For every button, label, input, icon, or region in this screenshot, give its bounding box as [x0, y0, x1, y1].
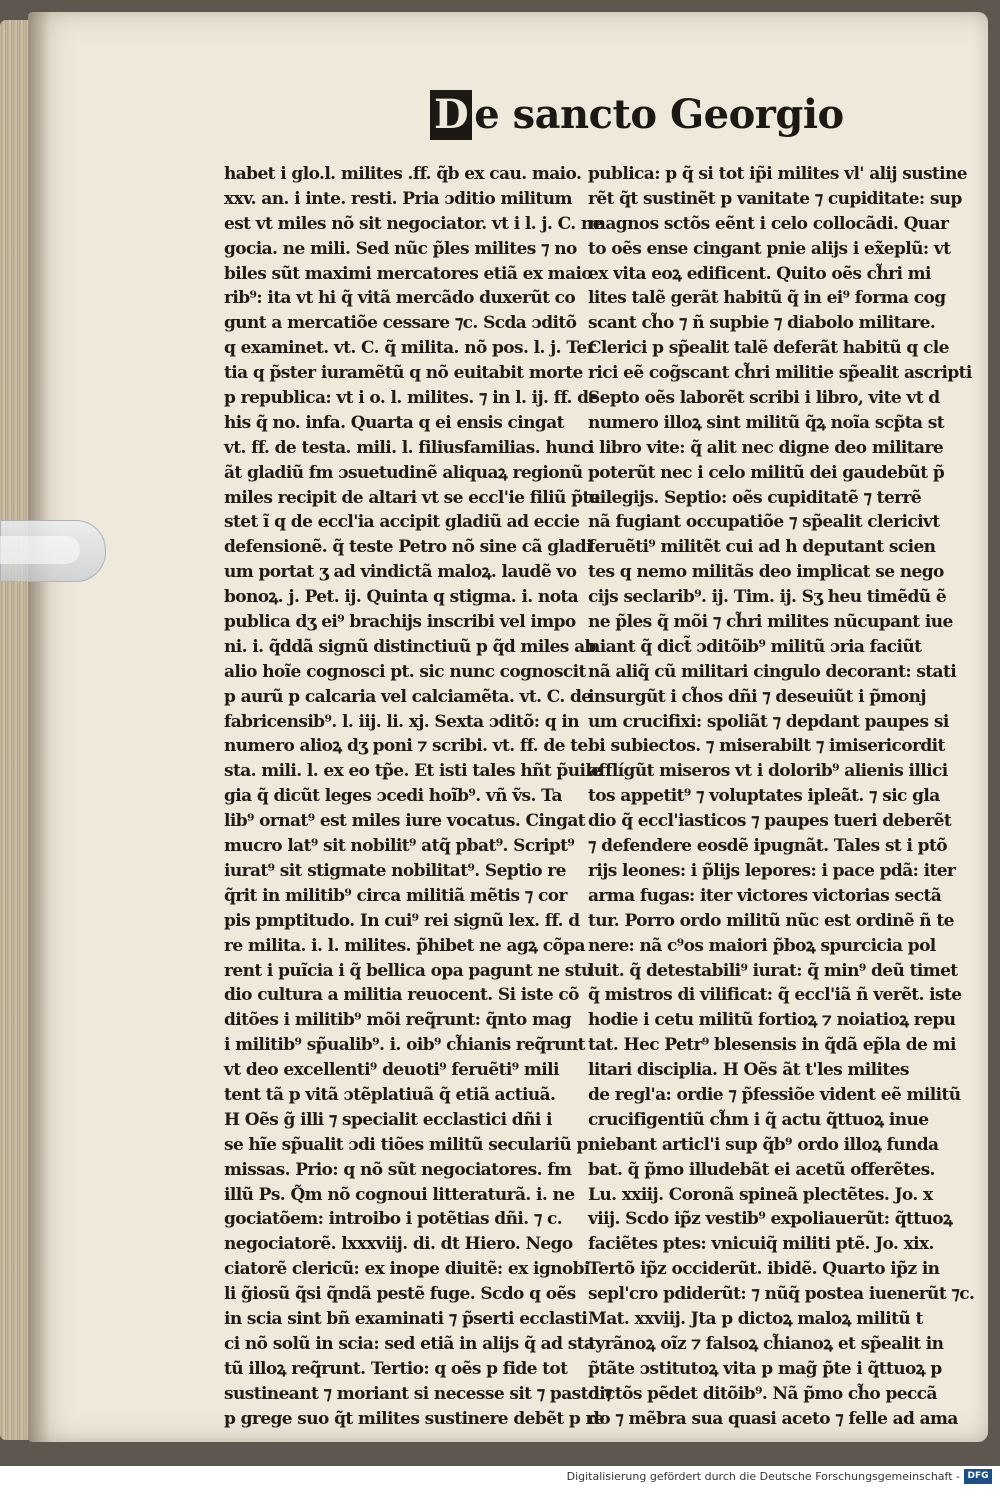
text-line: H Oẽs g̃ illi ⁊ specialit ecclastici dñi i [224, 1109, 552, 1130]
text-line: tat. Hec Petr⁹ blesensis in q̃dã ep̃la de mi [588, 1035, 956, 1056]
text-line: p grege suo q̃t milites sustinere debẽt p re [224, 1408, 605, 1429]
text-line: ⁊ defendere eosdẽ ipugnãt. Tales st i ptõ [588, 836, 947, 857]
text-line: i militib⁹ sp̃ualib⁹. i. oib⁹ ch̃ianis req̃runt [224, 1035, 585, 1056]
text-line: ex vita eoꝝ edificent. Quito oẽs ch̃ri mi [588, 263, 931, 284]
text-line: Lu. xxiij. Coronã spineã plectẽtes. Jo. x [588, 1184, 933, 1205]
text-line: scant ch̃o ⁊ ñ supbie ⁊ diabolo militare. [588, 313, 936, 334]
text-line: stet ĩ q de eccl'ia accipit gladiũ ad eccie [224, 512, 580, 533]
text-line: um portat ʒ ad vindictã maloꝝ. laudẽ vo [224, 562, 577, 583]
text-line: bi subiectos. ⁊ miserabilt ⁊ imisericordit [588, 736, 945, 757]
text-line: crucifigentiũ ch̃m i q̃ actu q̃ttuoꝝ inue [588, 1109, 929, 1130]
text-line: poterũt nec i celo militũ dei gaudebũt p̃ [588, 462, 945, 483]
text-line: q̃ mistros di vilificat: q̃ eccl'iã ñ verẽt. iste [588, 985, 962, 1006]
footer-credit: Digitalisierung gefördert durch die Deutsche Forschungsgemeinschaft - [566, 1470, 960, 1483]
text-line: re milita. i. l. milites. p̃hibet ne agꝝ cõpa [224, 935, 585, 956]
text-line: bonoꝝ. j. Pet. ij. Quinta q stigma. i. nota [224, 587, 579, 608]
text-column-left [224, 162, 612, 1431]
text-line: ne p̃les q̃ mõi ⁊ ch̃ri milites nũcupant iue [588, 612, 953, 633]
text-line: mucro lat⁹ sit nobilit⁹ atq̃ pbat⁹. Script⁹ [224, 836, 575, 857]
text-line: tia q p̃ster iuramẽtũ q nõ euitabit morte [224, 363, 583, 384]
heading-initial-letter: D [430, 90, 472, 140]
text-line: niant q̃ dict̃ ɔditõib⁹ militũ ɔria faciũt [588, 636, 922, 657]
text-line: dictõs pẽdet ditõib⁹. Nã p̃mo ch̃o peccã [588, 1383, 937, 1404]
text-line: tũ illoꝝ req̃runt. Tertio: q oẽs p fide tot [224, 1358, 568, 1379]
text-line: uilegijs. Septio: oẽs cupiditatẽ ⁊ terrẽ [588, 487, 922, 508]
text-line: negociatorẽ. lxxxviij. di. dt Hiero. Nego [224, 1234, 573, 1255]
text-line: dio cultura a militia reuocent. Si iste cõ [224, 985, 579, 1006]
text-line: iurat⁹ sit stigmate nobilitat⁹. Septio re [224, 860, 566, 881]
text-line: p aurũ p calcaria vel calciamẽta. vt. C. de [224, 686, 592, 707]
text-line: q examinet. vt. C. q̃ milita. nõ pos. l. j. Ter [224, 338, 595, 359]
text-line: ditões i militib⁹ mõi req̃runt: q̃nto mag [224, 1010, 572, 1031]
text-line: Septo oẽs laborẽt scribi i libro, vite vt d [588, 388, 940, 409]
text-line: ciatorẽ clericũ: ex inope diuitẽ: ex ignobi [224, 1259, 590, 1280]
text-line: tes q nemo militãs deo implicat se nego [588, 562, 944, 583]
text-line: nã aliq̃ cũ militari cingulo decorant: stati [588, 661, 957, 682]
text-line: tur. Porro ordo militũ nũc est ordinẽ ñ te [588, 910, 954, 931]
text-line: afflígũt miseros vt i dolorib⁹ alienis illici [588, 761, 948, 782]
text-line: tent tã p vitã ɔtẽplatiuã q̃ etiã actiuã. [224, 1084, 556, 1105]
text-line: pis pmptitudo. In cui⁹ rei signũ lex. ff. d [224, 910, 580, 931]
text-line: feruẽti⁹ militẽt cui ad h deputant scien [588, 537, 936, 558]
text-line: p̃tãte ɔstitutoꝝ vita p mag̃ p̃te i q̃ttuoꝝ p [588, 1358, 942, 1379]
text-line: magnos sctõs eẽnt i celo collocãdi. Quar [588, 213, 949, 234]
text-line: Clerici p sp̃ealit talẽ deferãt habitũ q cle [588, 338, 949, 359]
text-line: li g̃iosũ q̃si q̃ndã pestẽ fuge. Scdo q oẽs [224, 1284, 576, 1305]
text-line: rici eẽ cog̃scant ch̃ri militie sp̃ealit ascripti [588, 363, 972, 384]
text-line: q̃rit in militib⁹ circa militiã mẽtis ⁊ cor [224, 885, 567, 906]
text-line: Tertõ ip̃z occiderũt. ibidẽ. Quarto ip̃z in [588, 1259, 940, 1280]
text-line: arma fugas: iter victores victorias sectã [588, 885, 942, 906]
text-line: i libro vite: q̃ alit nec digne deo militare [588, 437, 944, 458]
text-line: est vt miles nõ sit negociator. vt i l. j. C. ne [224, 213, 603, 234]
text-line: fabricensib⁹. l. iij. li. xj. Sexta ɔditõ: q in [224, 711, 579, 732]
text-line: vt. ff. de testa. mili. l. filiusfamilias. hunc [224, 437, 591, 458]
text-line: se hĩe sp̃ualit ɔdi tiões militũ seculariũ p [224, 1134, 588, 1155]
text-line: do ⁊ mẽbra sua quasi aceto ⁊ felle ad ama [588, 1408, 958, 1429]
text-line: numero illoꝝ sint militũ q̃ꝝ noĩa scp̃ta st [588, 412, 944, 433]
text-line: his q̃ no. infa. Quarta q ei ensis cingat [224, 412, 564, 433]
text-line: litari disciplia. H Oẽs ãt t'les milites [588, 1060, 909, 1081]
text-line: cijs seclarib⁹. ij. Tim. ij. Sʒ heu timẽdũ ẽ [588, 587, 947, 608]
text-line: biles sũt maximi mercatores etiã ex maio [224, 263, 593, 284]
text-line: gunt a mercatiõe cessare ⁊c. Scda ɔditõ [224, 313, 577, 334]
text-line: rẽt q̃t sustinẽt p vanitate ⁊ cupiditate: sup [588, 188, 962, 209]
text-line: gocia. ne mili. Sed nũc p̃les milites ⁊ no [224, 238, 577, 259]
text-line: sustineant ⁊ moriant si necesse sit ⁊ pasto ⁊ [224, 1383, 612, 1404]
text-line: sta. mili. l. ex eo tp̃e. Et isti tales hñt p̃uile [224, 761, 602, 782]
text-line: nere: nã c⁹os maiori p̃boꝝ spurcicia pol [588, 935, 936, 956]
text-line: habet i glo.l. milites .ff. q̃b ex cau. maio. [224, 164, 582, 184]
text-line: hodie i cetu militũ fortioꝝ ⁊ noiatioꝝ repu [588, 1010, 956, 1031]
heading-text: e sancto Georgio [474, 91, 844, 138]
text-line: niebant articl'i sup q̃b⁹ ordo illoꝝ funda [588, 1134, 939, 1155]
text-line: in scia sint bñ examinati ⁊ p̃serti ecclasti [224, 1308, 588, 1329]
text-line: de regl'a: ordie ⁊ p̃fessiõe vident eẽ militũ [588, 1084, 961, 1105]
text-line: luit. q̃ detestabili⁹ iurat: q̃ min⁹ deũ timet [588, 960, 958, 981]
text-line: gia q̃ dicũt leges ɔcedi hoĩb⁹. vñ ṽs. Ta [224, 786, 562, 807]
text-line: um crucifixi: spoliãt ⁊ depdant paupes si [588, 711, 949, 732]
text-line: to oẽs ense cingant pnie alijs i ex̃eplũ: vt [588, 238, 951, 259]
text-line: defensionẽ. q̃ teste Petro nõ sine cã gladi [224, 537, 592, 558]
text-line: lib⁹ ornat⁹ est miles iure vocatus. Cingat [224, 811, 586, 832]
text-line: illũ Ps. Q̃m nõ cognoui litteraturã. i. ne [224, 1184, 575, 1205]
text-line: vt deo excellenti⁹ deuoti⁹ feruẽti⁹ mili [224, 1060, 559, 1081]
bookmark-clip-highlight [0, 536, 80, 564]
text-line: ci nõ solũ in scia: sed etiã in alijs q̃ ad sta [224, 1333, 595, 1354]
text-line: publica dʒ ei⁹ brachijs inscribi vel impo [224, 612, 576, 633]
text-line: gociatõem: introibo i potẽtias dñi. ⁊ c. [224, 1209, 563, 1230]
text-line: insurgũt i ch̃os dñi ⁊ deseuiũt i p̃monj [588, 686, 926, 707]
text-line: faciẽtes ptes: vnicuiq̃ militi ptẽ. Jo. xix. [588, 1234, 934, 1255]
text-line: tyrãnoꝝ oĩz ⁊ falsoꝝ ch̃ianoꝝ et sp̃ealit in [588, 1333, 944, 1354]
text-line: xxv. an. i inte. resti. Pria ɔditio militum [224, 188, 572, 209]
text-line: missas. Prio: q nõ sũt negociatores. fm [224, 1159, 572, 1180]
text-line: Mat. xxviij. Jta p dictoꝝ maloꝝ militũ t [588, 1308, 923, 1329]
text-line: p republica: vt i o. l. milites. ⁊ in l. ij. ff. de [224, 388, 599, 409]
dfg-logo: DFG [964, 1469, 992, 1484]
text-column-right [588, 162, 975, 1431]
text-line: ãt gladiũ fm ɔsuetudinẽ aliquaꝝ regionũ [224, 462, 583, 483]
text-line: ni. i. q̃ddã signũ distinctiuũ p q̃d miles ab [224, 636, 596, 657]
gutter-shadow [28, 12, 50, 1442]
text-line: rijs leones: i p̃lijs lepores: i pace pdã: iter [588, 860, 956, 881]
text-line: alio hoĩe cognosci pt. sic nunc cognoscit [224, 661, 586, 682]
text-line: miles recipit de altari vt se eccl'ie filiũ p̃te [224, 487, 600, 508]
text-line: rent i puĩcia i q̃ bellica opa pagunt ne stu [224, 960, 593, 981]
page-heading [430, 90, 844, 140]
text-line: tos appetit⁹ ⁊ voluptates ipleãt. ⁊ sic gla [588, 786, 940, 807]
text-line: lites talẽ gerãt habitũ q̃ in ei⁹ forma cog [588, 288, 946, 309]
text-line: numero alioꝝ dʒ poni ⁊ scribi. vt. ff. de te [224, 736, 588, 757]
text-line: rib⁹: ita vt hi q̃ vitã mercãdo duxerũt co [224, 288, 576, 309]
text-line: viij. Scdo ip̃z vestib⁹ expoliauerũt: q̃ttuoꝝ [588, 1209, 953, 1230]
text-line: publica: p q̃ si tot ip̃i milites vl' alij sustine [588, 164, 968, 184]
text-line: nã fugiant occupatiõe ⁊ sp̃ealit clericivt [588, 512, 940, 533]
text-line: sepl'cro pdiderũt: ⁊ nũq̃ postea iuenerũt ⁊c. [588, 1284, 975, 1305]
text-line: dio q̃ eccl'iasticos ⁊ paupes tueri deberẽt [588, 811, 952, 832]
text-line: bat. q̃ p̃mo illudebãt ei acetũ offerẽtes. [588, 1159, 935, 1180]
